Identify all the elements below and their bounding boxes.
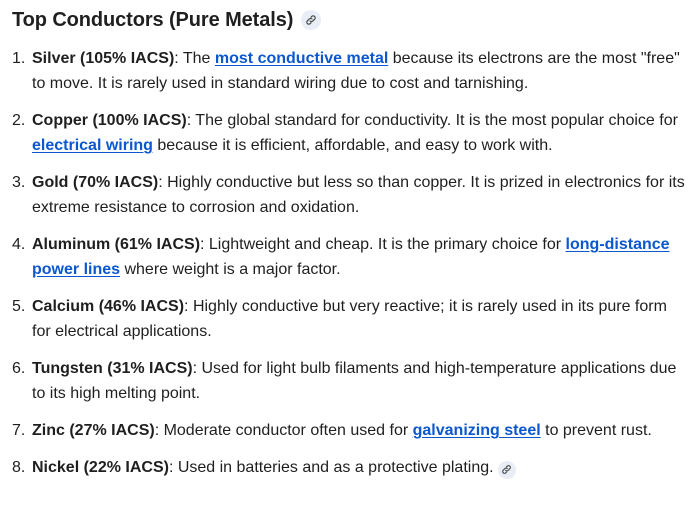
list-item-copper <box>12 108 690 158</box>
list-item-aluminum <box>12 232 690 282</box>
list-number: 7. <box>12 422 26 439</box>
item-text: : Lightweight and cheap. It is the primary choice for <box>200 236 566 253</box>
term-calcium: Calcium (46% IACS) <box>32 298 185 315</box>
section-heading: Top Conductors (Pure Metals) <box>12 9 294 31</box>
term-tungsten: Tungsten (31% IACS) <box>32 360 193 377</box>
link-icon <box>501 464 512 475</box>
list-item-text <box>32 455 690 480</box>
link-icon <box>305 14 317 26</box>
list-item-text <box>32 232 690 282</box>
term-aluminum: Aluminum (61% IACS) <box>32 236 201 253</box>
list-item-text <box>32 46 690 96</box>
list-number: 3. <box>12 174 26 191</box>
list-item-text <box>32 418 690 443</box>
item-text: : Highly conductive but very reactive; it is rarely used in its pure form for electrical applications. <box>32 298 667 340</box>
conductor-list <box>12 46 690 480</box>
item-text: : The <box>174 50 215 67</box>
item-text: because its electrons are the most "free" to move. It is rarely used in standard wiring due to cost and tarnishing. <box>32 50 680 92</box>
link-long-distance-power-lines[interactable]: long-distance power lines <box>32 236 670 278</box>
list-item-gold <box>12 170 690 220</box>
term-nickel: Nickel (22% IACS) <box>32 459 169 476</box>
term-gold: Gold (70% IACS) <box>32 174 159 191</box>
list-item-text <box>32 170 690 220</box>
list-item-text <box>32 108 690 158</box>
list-number: 1. <box>12 50 26 67</box>
term-silver: Silver (105% IACS) <box>32 50 175 67</box>
heading-row <box>12 6 690 34</box>
item-text: to prevent rust. <box>540 422 652 439</box>
list-item-tungsten <box>12 356 690 406</box>
link-most-conductive-metal[interactable]: most conductive metal <box>214 50 389 67</box>
term-copper: Copper (100% IACS) <box>32 112 187 129</box>
list-item-text <box>32 294 690 344</box>
link-electrical-wiring[interactable]: electrical wiring <box>32 137 153 154</box>
item-text: : Used in batteries and as a protective plating. <box>168 459 494 476</box>
list-number: 2. <box>12 112 26 129</box>
list-item-silver <box>12 46 690 96</box>
item-text: because it is efficient, affordable, and easy to work with. <box>152 137 553 154</box>
item-text: : Highly conductive but less so than copper. It is prized in electronics for its extreme resistance to corrosion and oxidation. <box>32 174 685 216</box>
list-number: 8. <box>12 459 26 476</box>
item-text: : The global standard for conductivity. It is the most popular choice for <box>186 112 678 129</box>
link-galvanizing-steel[interactable]: galvanizing steel <box>412 422 541 439</box>
list-item-calcium <box>12 294 690 344</box>
list-item-zinc <box>12 418 690 443</box>
item-text: : Moderate conductor often used for <box>154 422 413 439</box>
list-item-text <box>32 356 690 406</box>
source-link-chip[interactable] <box>498 461 516 479</box>
term-zinc: Zinc (27% IACS) <box>32 422 155 439</box>
heading-link-chip[interactable] <box>301 10 321 30</box>
list-item-nickel <box>12 455 690 480</box>
item-text: where weight is a major factor. <box>120 261 341 278</box>
item-text: : Used for light bulb filaments and high-temperature applications due to its high melting point. <box>32 360 677 402</box>
list-number: 5. <box>12 298 26 315</box>
list-number: 4. <box>12 236 26 253</box>
list-number: 6. <box>12 360 26 377</box>
